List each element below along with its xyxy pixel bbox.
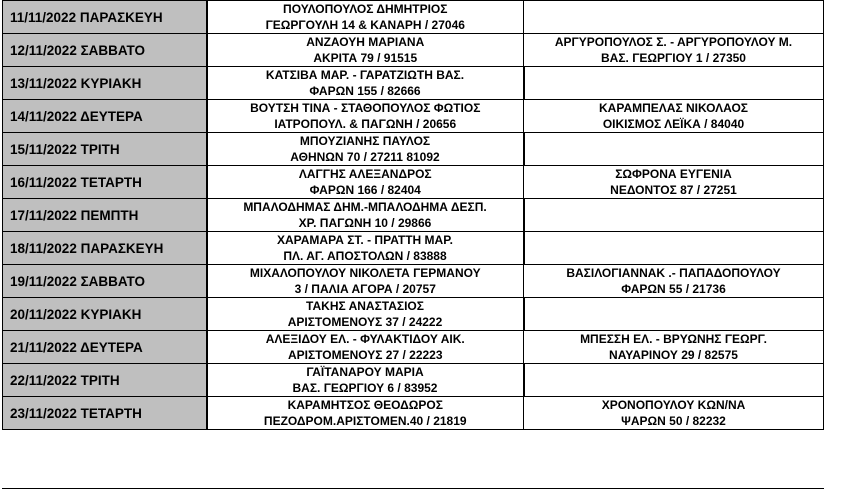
secondary-pharmacy-cell: [524, 100, 824, 133]
duty-date-cell: 13/11/2022 ΚΥΡΙΑΚΗ: [3, 67, 207, 100]
pharmacy-address-phone: ΒΑΣ. ΓΕΩΡΓΙΟΥ 1 / 27350: [601, 51, 746, 65]
duty-date-cell: 18/11/2022 ΠΑΡΑΣΚΕΥΗ: [3, 232, 207, 265]
pharmacy-name: ΜΠΕΣΣΗ ΕΛ. - ΒΡΥΩΝΗΣ ΓΕΩΡΓ.: [580, 332, 767, 346]
table-row: [3, 364, 824, 397]
primary-pharmacy-cell: [207, 34, 524, 67]
duty-date-cell: 20/11/2022 ΚΥΡΙΑΚΗ: [3, 298, 207, 331]
pharmacy-address-phone: ΠΛ. ΑΓ. ΑΠΟΣΤΟΛΩΝ / 83888: [283, 249, 447, 263]
secondary-pharmacy-cell: [524, 298, 824, 331]
duty-date-cell: 12/11/2022 ΣΑΒΒΑΤΟ: [3, 34, 207, 67]
secondary-pharmacy-cell: [524, 133, 824, 166]
primary-pharmacy-cell: [207, 265, 524, 298]
pharmacy-address-phone: ΙΑΤΡΟΠΟΥΛ. & ΠΑΓΩΝΗ / 20656: [274, 117, 457, 131]
pharmacy-address-phone: 3 / ΠΑΛΙΑ ΑΓΟΡΑ / 20757: [294, 282, 436, 296]
secondary-pharmacy-cell: [524, 331, 824, 364]
table-row: [3, 298, 824, 331]
secondary-pharmacy-cell: [524, 265, 824, 298]
pharmacy-name: ΛΑΓΓΗΣ ΑΛΕΞΑΝΔΡΟΣ: [298, 167, 432, 181]
duty-date-cell: 11/11/2022 ΠΑΡΑΣΚΕΥΗ: [3, 1, 207, 34]
pharmacy-address-phone: ΟΙΚΙΣΜΟΣ ΛΕΪΚΑ / 84040: [602, 117, 745, 131]
pharmacy-address-phone: ΦΑΡΩΝ 155 / 82666: [309, 84, 421, 98]
secondary-pharmacy-cell: [524, 199, 824, 232]
table-body: [3, 1, 824, 430]
pharmacy-address-phone: ΦΑΡΩΝ 55 / 21736: [621, 282, 726, 296]
pharmacy-address-phone: ΑΘΗΝΩΝ 70 / 27211 81092: [290, 150, 440, 164]
secondary-pharmacy-cell: [524, 67, 824, 100]
secondary-pharmacy-cell: [524, 364, 824, 397]
duty-date-cell: 21/11/2022 ΔΕΥΤΕΡΑ: [3, 331, 207, 364]
primary-pharmacy-cell: [207, 67, 524, 100]
table-row: [3, 100, 824, 133]
pharmacy-name: ΧΑΡΑΜΑΡΑ ΣΤ. - ΠΡΑΤΤΗ ΜΑΡ.: [276, 233, 453, 247]
pharmacy-address-phone: ΠΕΖΟΔΡΟΜ.ΑΡΙΣΤΟΜΕΝ.40 / 21819: [263, 414, 467, 428]
duty-date-cell: 22/11/2022 ΤΡΙΤΗ: [3, 364, 207, 397]
primary-pharmacy-cell: [207, 232, 524, 265]
primary-pharmacy-cell: [207, 298, 524, 331]
primary-pharmacy-cell: [207, 331, 524, 364]
pharmacy-address-phone: ΑΡΙΣΤΟΜΕΝΟΥΣ 27 / 22223: [287, 348, 443, 362]
pharmacy-name: ΓΑΪΤΑΝΑΡΟΥ ΜΑΡΙΑ: [306, 365, 424, 379]
pharmacy-name: ΚΑΡΑΜΗΤΣΟΣ ΘΕΟΔΩΡΟΣ: [287, 398, 443, 412]
table-row: [3, 397, 824, 430]
pharmacy-name: ΤΑΚΗΣ ΑΝΑΣΤΑΣΙΟΣ: [306, 299, 424, 313]
pharmacy-name: ΚΑΤΣΙΒΑ ΜΑΡ. - ΓΑΡΑΤΖΙΩΤΗ ΒΑΣ.: [265, 68, 465, 82]
table-row: [3, 166, 824, 199]
pharmacy-name: ΜΙΧΑΛΟΠΟΥΛΟΥ ΝΙΚΟΛΕΤΑ ΓΕΡΜΑΝΟΥ: [249, 266, 481, 280]
primary-pharmacy-cell: [207, 100, 524, 133]
secondary-pharmacy-cell: [524, 166, 824, 199]
duty-date-cell: 23/11/2022 ΤΕΤΑΡΤΗ: [3, 397, 207, 430]
pharmacy-address-phone: ΨΑΡΩΝ 50 / 82232: [621, 414, 726, 428]
pharmacy-name: ΑΛΕΞΙΔΟΥ ΕΛ. - ΦΥΛΑΚΤΙΔΟΥ ΑΙΚ.: [265, 332, 465, 346]
pharmacy-name: ΑΡΓΥΡΟΠΟΥΛΟΣ Σ. - ΑΡΓΥΡΟΠΟΥΛΟΥ Μ.: [554, 35, 793, 49]
duty-date-cell: 16/11/2022 ΤΕΤΑΡΤΗ: [3, 166, 207, 199]
primary-pharmacy-cell: [207, 1, 524, 34]
primary-pharmacy-cell: [207, 364, 524, 397]
pharmacy-duty-table: [2, 0, 824, 430]
secondary-pharmacy-cell: [524, 1, 824, 34]
pharmacy-address-phone: ΑΚΡΙΤΑ 79 / 91515: [313, 51, 418, 65]
duty-date-cell: 19/11/2022 ΣΑΒΒΑΤΟ: [3, 265, 207, 298]
table-row: [3, 34, 824, 67]
pharmacy-address-phone: ΑΡΙΣΤΟΜΕΝΟΥΣ 37 / 24222: [287, 315, 443, 329]
table-row: [3, 67, 824, 100]
pharmacy-name: ΜΠΟΥΖΙΑΝΗΣ ΠΑΥΛΟΣ: [299, 134, 431, 148]
pharmacy-name: ΒΑΣΙΛΟΓΙΑΝΝΑΚ .- ΠΑΠΑΔΟΠΟΥΛΟΥ: [566, 266, 781, 280]
pharmacy-address-phone: ΓΕΩΡΓΟΥΛΗ 14 & ΚΑΝΑΡΗ / 27046: [265, 18, 465, 32]
secondary-pharmacy-cell: [524, 232, 824, 265]
duty-date-cell: 17/11/2022 ΠΕΜΠΤΗ: [3, 199, 207, 232]
primary-pharmacy-cell: [207, 199, 524, 232]
table-row: [3, 133, 824, 166]
pharmacy-name: ΣΩΦΡΟΝΑ ΕΥΓΕΝΙΑ: [615, 167, 732, 181]
pharmacy-name: ΒΟΥΤΣΗ ΤΙΝΑ - ΣΤΑΘΟΠΟΥΛΟΣ ΦΩΤΙΟΣ: [250, 101, 481, 115]
table-bottom-edge: [2, 488, 824, 492]
pharmacy-address-phone: ΧΡ. ΠΑΓΩΝΗ 10 / 29866: [298, 216, 432, 230]
pharmacy-address-phone: ΝΕΔΟΝΤΟΣ 87 / 27251: [610, 183, 737, 197]
table-row: [3, 199, 824, 232]
pharmacy-name: ΧΡΟΝΟΠΟΥΛΟΥ ΚΩΝ/ΝΑ: [601, 398, 746, 412]
table-row: [3, 331, 824, 364]
primary-pharmacy-cell: [207, 397, 524, 430]
duty-date-cell: 15/11/2022 ΤΡΙΤΗ: [3, 133, 207, 166]
table-row: [3, 232, 824, 265]
pharmacy-name: ΚΑΡΑΜΠΕΛΑΣ ΝΙΚΟΛΑΟΣ: [599, 101, 748, 115]
primary-pharmacy-cell: [207, 166, 524, 199]
duty-date-cell: 14/11/2022 ΔΕΥΤΕΡΑ: [3, 100, 207, 133]
secondary-pharmacy-cell: [524, 34, 824, 67]
pharmacy-name: ΠΟΥΛΟΠΟΥΛΟΣ ΔΗΜΗΤΡΙΟΣ: [283, 2, 448, 16]
secondary-pharmacy-cell: [524, 397, 824, 430]
pharmacy-name: ΜΠΑΛΟΔΗΜΑΣ ΔΗΜ.-ΜΠΑΛΟΔΗΜΑ ΔΕΣΠ.: [243, 200, 487, 214]
pharmacy-address-phone: ΝΑΥΑΡΙΝΟΥ 29 / 82575: [609, 348, 738, 362]
table-row: [3, 1, 824, 34]
pharmacy-address-phone: ΒΑΣ. ΓΕΩΡΓΙΟΥ 6 / 83952: [292, 381, 438, 395]
primary-pharmacy-cell: [207, 133, 524, 166]
pharmacy-name: ΑΝΖΑΟΥΗ ΜΑΡΙΑΝΑ: [306, 35, 425, 49]
table-row: [3, 265, 824, 298]
pharmacy-address-phone: ΦΑΡΩΝ 166 / 82404: [309, 183, 421, 197]
